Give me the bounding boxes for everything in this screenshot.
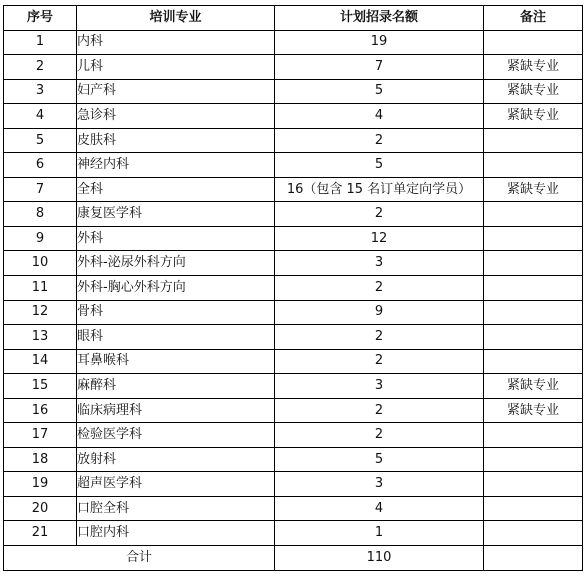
table-row [4,202,583,227]
quota-cell: 9 [275,300,484,325]
specialty-cell: 超声医学科 [77,472,275,497]
serial-number-cell: 1 [4,30,77,55]
quota-cell: 5 [275,447,484,472]
specialty-cell: 口腔内科 [77,521,275,546]
specialty-cell: 口腔全科 [77,496,275,521]
quota-cell: 12 [275,226,484,251]
specialty-cell: 骨科 [77,300,275,325]
note-cell: 紧缺专业 [484,104,583,129]
serial-number-cell: 8 [4,202,77,227]
quota-cell: 3 [275,472,484,497]
specialty-cell: 眼科 [77,325,275,350]
quota-cell: 3 [275,251,484,276]
serial-number-cell: 12 [4,300,77,325]
table-row [4,447,583,472]
specialty-cell: 全科 [77,177,275,202]
note-cell [484,447,583,472]
note-cell [484,300,583,325]
table-row [4,79,583,104]
quota-cell: 19 [275,30,484,55]
quota-cell: 16（包含 15 名订单定向学员） [275,177,484,202]
note-cell: 紧缺专业 [484,177,583,202]
table-row [4,423,583,448]
table-row [4,30,583,55]
specialty-cell: 麻醉科 [77,374,275,399]
quota-cell: 2 [275,423,484,448]
specialty-cell: 内科 [77,30,275,55]
total-row [4,546,583,571]
table-row [4,128,583,153]
serial-number-cell: 2 [4,55,77,80]
quota-cell: 4 [275,496,484,521]
specialty-cell: 外科 [77,226,275,251]
note-cell [484,521,583,546]
header-serial-number: 序号 [4,6,77,31]
quota-cell: 2 [275,325,484,350]
quota-cell: 3 [275,374,484,399]
table-row [4,472,583,497]
table-row [4,398,583,423]
table-body [4,30,583,545]
serial-number-cell: 5 [4,128,77,153]
serial-number-cell: 19 [4,472,77,497]
table-row [4,153,583,178]
serial-number-cell: 7 [4,177,77,202]
table-row [4,325,583,350]
note-cell: 紧缺专业 [484,79,583,104]
note-cell: 紧缺专业 [484,398,583,423]
table-row [4,349,583,374]
note-cell [484,496,583,521]
table-row [4,496,583,521]
note-cell [484,349,583,374]
serial-number-cell: 14 [4,349,77,374]
serial-number-cell: 17 [4,423,77,448]
note-cell [484,30,583,55]
table-row [4,521,583,546]
header-training-specialty: 培训专业 [77,6,275,31]
specialty-cell: 检验医学科 [77,423,275,448]
note-cell [484,202,583,227]
header-remarks: 备注 [484,6,583,31]
table-footer [4,546,583,571]
serial-number-cell: 4 [4,104,77,129]
quota-cell: 2 [275,276,484,301]
serial-number-cell: 3 [4,79,77,104]
quota-cell: 5 [275,153,484,178]
table-header [4,6,583,31]
table-row [4,276,583,301]
specialty-cell: 皮肤科 [77,128,275,153]
specialty-cell: 急诊科 [77,104,275,129]
specialty-cell: 康复医学科 [77,202,275,227]
serial-number-cell: 13 [4,325,77,350]
note-cell [484,226,583,251]
serial-number-cell: 20 [4,496,77,521]
specialty-cell: 耳鼻喉科 [77,349,275,374]
specialty-cell: 外科-泌尿外科方向 [77,251,275,276]
table-row [4,300,583,325]
quota-cell: 2 [275,128,484,153]
quota-cell: 4 [275,104,484,129]
quota-cell: 5 [275,79,484,104]
note-cell [484,128,583,153]
specialty-cell: 儿科 [77,55,275,80]
table-row [4,177,583,202]
note-cell [484,251,583,276]
serial-number-cell: 6 [4,153,77,178]
table-row [4,374,583,399]
table-row [4,55,583,80]
enrollment-quota-table [3,5,583,571]
note-cell [484,276,583,301]
total-quota: 110 [275,546,484,571]
header-planned-quota: 计划招录名额 [275,6,484,31]
serial-number-cell: 11 [4,276,77,301]
quota-cell: 7 [275,55,484,80]
serial-number-cell: 16 [4,398,77,423]
quota-cell: 2 [275,349,484,374]
specialty-cell: 放射科 [77,447,275,472]
serial-number-cell: 15 [4,374,77,399]
quota-cell: 1 [275,521,484,546]
table-row [4,226,583,251]
specialty-cell: 外科-胸心外科方向 [77,276,275,301]
quota-cell: 2 [275,398,484,423]
quota-cell: 2 [275,202,484,227]
specialty-cell: 妇产科 [77,79,275,104]
note-cell: 紧缺专业 [484,374,583,399]
table-row [4,104,583,129]
note-cell [484,153,583,178]
note-cell [484,472,583,497]
serial-number-cell: 21 [4,521,77,546]
specialty-cell: 临床病理科 [77,398,275,423]
total-label: 合计 [4,546,275,571]
total-note [484,546,583,571]
specialty-cell: 神经内科 [77,153,275,178]
table-row [4,251,583,276]
header-row [4,6,583,31]
serial-number-cell: 9 [4,226,77,251]
note-cell [484,423,583,448]
serial-number-cell: 10 [4,251,77,276]
note-cell [484,325,583,350]
serial-number-cell: 18 [4,447,77,472]
note-cell: 紧缺专业 [484,55,583,80]
